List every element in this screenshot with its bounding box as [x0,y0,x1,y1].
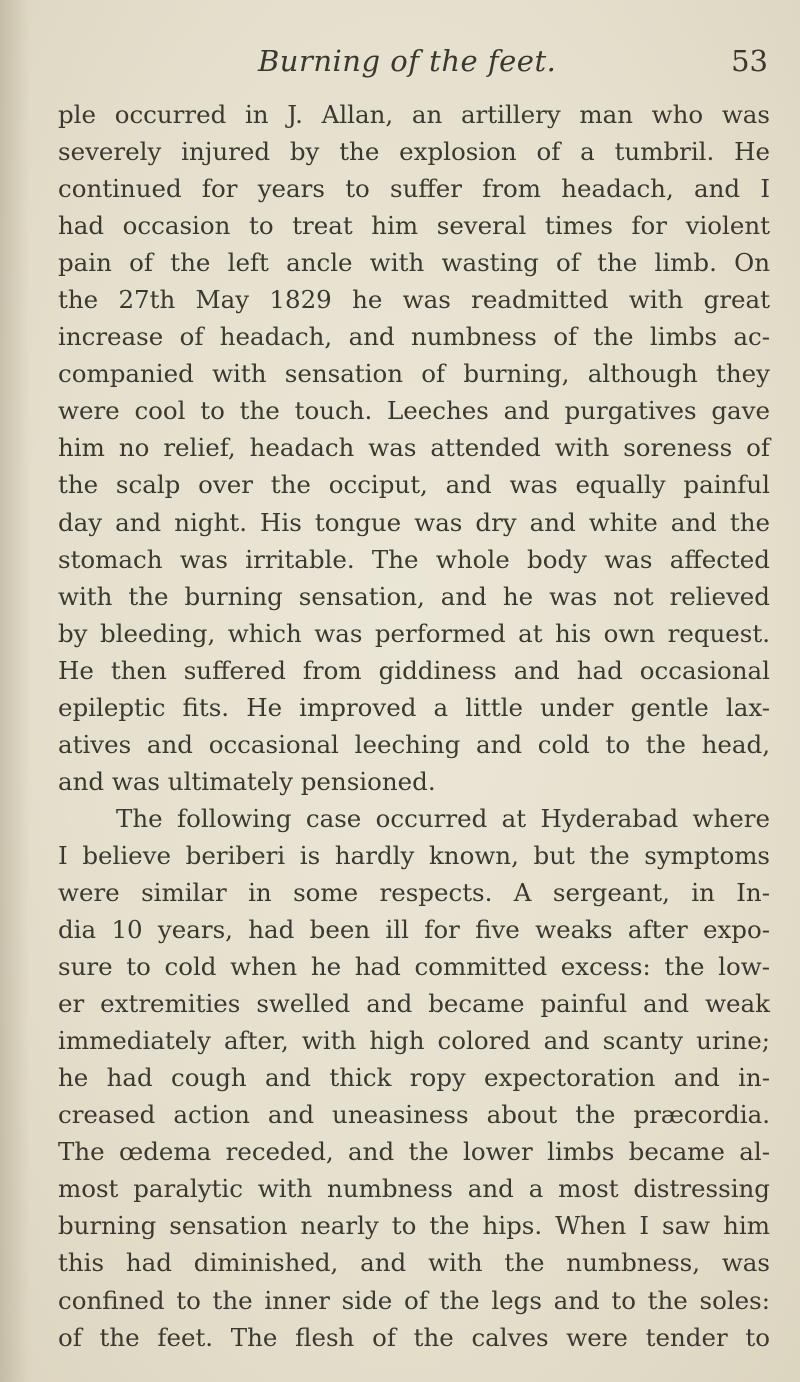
text-line: confined to the inner side of the legs and to the soles: [58,1285,770,1315]
text-line: stomach was irritable. The whole body was affected [58,544,770,574]
text-line: him no relief, headach was attended with soreness of [58,433,770,463]
text-line: were similar in some respects. A sergeant, in In- [58,877,770,907]
text-line: companied with sensation of burning, although they [58,359,770,389]
page-header [258,44,768,84]
text-line: this had diminished, and with the numbness, was [58,1248,770,1278]
text-line: The œdema receded, and the lower limbs became al- [58,1137,770,1167]
text-line: dia 10 years, had been ill for five weaks after expo- [58,915,770,945]
text-line-paragraph-end: and was ultimately pensioned. [58,766,436,796]
text-line: of the feet. The flesh of the calves were tender to [58,1322,770,1352]
text-line: with the burning sensation, and he was not relieved [58,581,770,611]
text-line-paragraph-start: The following case occurred at Hyderabad where [116,803,770,833]
text-line: immediately after, with high colored and scanty urine; [58,1026,770,1056]
text-line: the scalp over the occiput, and was equally painful [58,470,770,500]
text-line: creased action and uneasiness about the præcordia. [58,1100,770,1130]
text-line: epileptic fits. He improved a little under gentle lax- [58,692,770,722]
text-line: most paralytic with numbness and a most distressing [58,1174,770,1204]
running-title: Burning of the feet. [258,44,557,78]
text-line: had occasion to treat him several times for violent [58,211,770,241]
text-line: I believe beriberi is hardly known, but the symptoms [58,840,770,870]
text-line: pain of the left ancle with wasting of the limb. On [58,248,770,278]
text-line: increase of headach, and numbness of the limbs ac- [58,322,770,352]
text-line: severely injured by the explosion of a tumbril. He [58,137,770,167]
text-line: atives and occasional leeching and cold to the head, [58,729,770,759]
body-text [58,96,770,1356]
page-number: 53 [731,44,768,78]
text-line: he had cough and thick ropy expectoration and in- [58,1063,770,1093]
text-line: the 27th May 1829 he was readmitted with great [58,285,770,315]
text-line: by bleeding, which was performed at his own request. [58,618,770,648]
text-line: burning sensation nearly to the hips. When I saw him [58,1211,770,1241]
text-line: He then suffered from giddiness and had occasional [58,655,770,685]
text-line: continued for years to suffer from headach, and I [58,174,770,204]
text-line: ple occurred in J. Allan, an artillery man who was [58,100,770,129]
text-line: er extremities swelled and became painful and weak [58,989,770,1019]
gutter-shadow [0,0,30,1382]
text-line: day and night. His tongue was dry and white and the [58,507,770,537]
text-line: were cool to the touch. Leeches and purgatives gave [58,396,770,426]
text-line: sure to cold when he had committed excess: the low- [58,952,770,982]
